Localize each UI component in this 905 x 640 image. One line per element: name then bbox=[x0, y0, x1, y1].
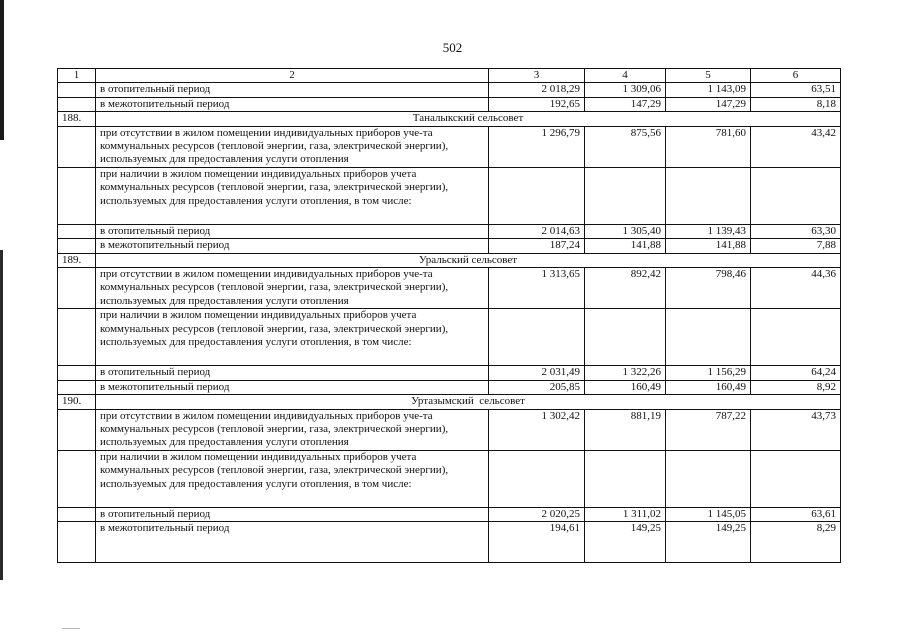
header-cell: 6 bbox=[751, 69, 841, 83]
table-row bbox=[58, 366, 841, 380]
row-label: при отсутствии в жилом помещении индивидуальных приборов уче-та коммунальных ресурсов (тепловой энергии, газа, электрической энергии), используемых для предоставления услуги отопления bbox=[96, 268, 489, 309]
index-cell bbox=[58, 522, 96, 563]
value-cell bbox=[751, 309, 841, 366]
section-index: 190. bbox=[58, 395, 96, 409]
scan-mark bbox=[62, 628, 80, 629]
value-cell bbox=[489, 309, 585, 366]
index-cell bbox=[58, 507, 96, 521]
value-cell: 2 018,29 bbox=[489, 83, 585, 97]
value-cell bbox=[585, 450, 666, 507]
row-label: в межотопительный период bbox=[96, 97, 489, 111]
value-cell: 875,56 bbox=[585, 126, 666, 167]
value-cell: 147,29 bbox=[666, 97, 751, 111]
value-cell bbox=[751, 167, 841, 224]
value-cell: 1 139,43 bbox=[666, 224, 751, 238]
value-cell: 1 145,05 bbox=[666, 507, 751, 521]
header-cell: 3 bbox=[489, 69, 585, 83]
value-cell: 44,36 bbox=[751, 268, 841, 309]
value-cell: 787,22 bbox=[666, 409, 751, 450]
value-cell bbox=[585, 309, 666, 366]
value-cell: 2 014,63 bbox=[489, 224, 585, 238]
value-cell bbox=[666, 309, 751, 366]
value-cell: 194,61 bbox=[489, 522, 585, 563]
row-label: в отопительный период bbox=[96, 366, 489, 380]
index-cell bbox=[58, 126, 96, 167]
value-cell: 63,51 bbox=[751, 83, 841, 97]
table-row bbox=[58, 126, 841, 167]
value-cell: 8,92 bbox=[751, 380, 841, 394]
value-cell: 160,49 bbox=[585, 380, 666, 394]
value-cell: 1 309,06 bbox=[585, 83, 666, 97]
table-row bbox=[58, 409, 841, 450]
value-cell: 141,88 bbox=[585, 239, 666, 253]
table-row bbox=[58, 450, 841, 507]
section-title: Таналыкский сельсовет bbox=[96, 112, 841, 126]
value-cell: 1 302,42 bbox=[489, 409, 585, 450]
index-cell bbox=[58, 380, 96, 394]
value-cell: 798,46 bbox=[666, 268, 751, 309]
index-cell bbox=[58, 83, 96, 97]
value-cell: 2 031,49 bbox=[489, 366, 585, 380]
value-cell: 2 020,25 bbox=[489, 507, 585, 521]
value-cell bbox=[666, 450, 751, 507]
scan-edge-artifact bbox=[0, 250, 3, 580]
row-label: при отсутствии в жилом помещении индивидуальных приборов уче-та коммунальных ресурсов (тепловой энергии, газа, электрической энергии), используемых для предоставления услуги отопления bbox=[96, 126, 489, 167]
value-cell: 7,88 bbox=[751, 239, 841, 253]
table-row bbox=[58, 97, 841, 111]
section-header-row bbox=[58, 112, 841, 126]
row-label: при отсутствии в жилом помещении индивидуальных приборов уче-та коммунальных ресурсов (тепловой энергии, газа, электрической энергии), используемых для предоставления услуги отопления bbox=[96, 409, 489, 450]
header-cell: 1 bbox=[58, 69, 96, 83]
row-label: в межотопительный период bbox=[96, 239, 489, 253]
table-row bbox=[58, 268, 841, 309]
value-cell: 1 322,26 bbox=[585, 366, 666, 380]
index-cell bbox=[58, 409, 96, 450]
value-cell bbox=[489, 450, 585, 507]
value-cell bbox=[751, 450, 841, 507]
header-cell: 5 bbox=[666, 69, 751, 83]
header-cell: 2 bbox=[96, 69, 489, 83]
value-cell: 64,24 bbox=[751, 366, 841, 380]
scan-edge-artifact bbox=[0, 0, 4, 140]
table-row bbox=[58, 224, 841, 238]
section-header-row bbox=[58, 253, 841, 267]
value-cell: 160,49 bbox=[666, 380, 751, 394]
row-label: при наличии в жилом помещении индивидуальных приборов учета коммунальных ресурсов (тепловой энергии, газа, электрической энергии), используемых для предоставления услуги отопления, в том числе: bbox=[96, 167, 489, 224]
header-cell: 4 bbox=[585, 69, 666, 83]
row-label: в отопительный период bbox=[96, 83, 489, 97]
row-label: в межотопительный период bbox=[96, 380, 489, 394]
value-cell bbox=[489, 167, 585, 224]
value-cell: 1 296,79 bbox=[489, 126, 585, 167]
value-cell: 43,42 bbox=[751, 126, 841, 167]
table-row bbox=[58, 309, 841, 366]
value-cell: 1 313,65 bbox=[489, 268, 585, 309]
value-cell: 781,60 bbox=[666, 126, 751, 167]
table-row bbox=[58, 522, 841, 563]
header-row bbox=[58, 69, 841, 83]
section-index: 188. bbox=[58, 112, 96, 126]
section-title: Уральский сельсовет bbox=[96, 253, 841, 267]
value-cell: 1 143,09 bbox=[666, 83, 751, 97]
index-cell bbox=[58, 239, 96, 253]
row-label: в отопительный период bbox=[96, 224, 489, 238]
table-row bbox=[58, 239, 841, 253]
value-cell: 1 311,02 bbox=[585, 507, 666, 521]
page-number: 502 bbox=[442, 40, 463, 55]
section-index: 189. bbox=[58, 253, 96, 267]
value-cell: 149,25 bbox=[585, 522, 666, 563]
value-cell bbox=[666, 167, 751, 224]
value-cell: 141,88 bbox=[666, 239, 751, 253]
value-cell: 192,65 bbox=[489, 97, 585, 111]
index-cell bbox=[58, 167, 96, 224]
tariff-table bbox=[57, 68, 841, 563]
section-title: Уртазымский сельсовет bbox=[96, 395, 841, 409]
index-cell bbox=[58, 450, 96, 507]
index-cell bbox=[58, 268, 96, 309]
value-cell: 43,73 bbox=[751, 409, 841, 450]
index-cell bbox=[58, 366, 96, 380]
table-row bbox=[58, 507, 841, 521]
value-cell: 8,18 bbox=[751, 97, 841, 111]
table-row bbox=[58, 167, 841, 224]
value-cell: 187,24 bbox=[489, 239, 585, 253]
value-cell: 8,29 bbox=[751, 522, 841, 563]
value-cell: 881,19 bbox=[585, 409, 666, 450]
value-cell: 63,30 bbox=[751, 224, 841, 238]
index-cell bbox=[58, 309, 96, 366]
value-cell: 147,29 bbox=[585, 97, 666, 111]
table-row bbox=[58, 380, 841, 394]
value-cell: 892,42 bbox=[585, 268, 666, 309]
section-header-row bbox=[58, 395, 841, 409]
index-cell bbox=[58, 97, 96, 111]
value-cell: 149,25 bbox=[666, 522, 751, 563]
value-cell: 1 305,40 bbox=[585, 224, 666, 238]
value-cell: 205,85 bbox=[489, 380, 585, 394]
value-cell: 63,61 bbox=[751, 507, 841, 521]
index-cell bbox=[58, 224, 96, 238]
table-row bbox=[58, 83, 841, 97]
value-cell: 1 156,29 bbox=[666, 366, 751, 380]
row-label: при наличии в жилом помещении индивидуальных приборов учета коммунальных ресурсов (тепловой энергии, газа, электрической энергии), используемых для предоставления услуги отопления, в том числе: bbox=[96, 450, 489, 507]
value-cell bbox=[585, 167, 666, 224]
row-label: в межотопительный период bbox=[96, 522, 489, 563]
row-label: при наличии в жилом помещении индивидуальных приборов учета коммунальных ресурсов (тепловой энергии, газа, электрической энергии), используемых для предоставления услуги отопления, в том числе: bbox=[96, 309, 489, 366]
row-label: в отопительный период bbox=[96, 507, 489, 521]
